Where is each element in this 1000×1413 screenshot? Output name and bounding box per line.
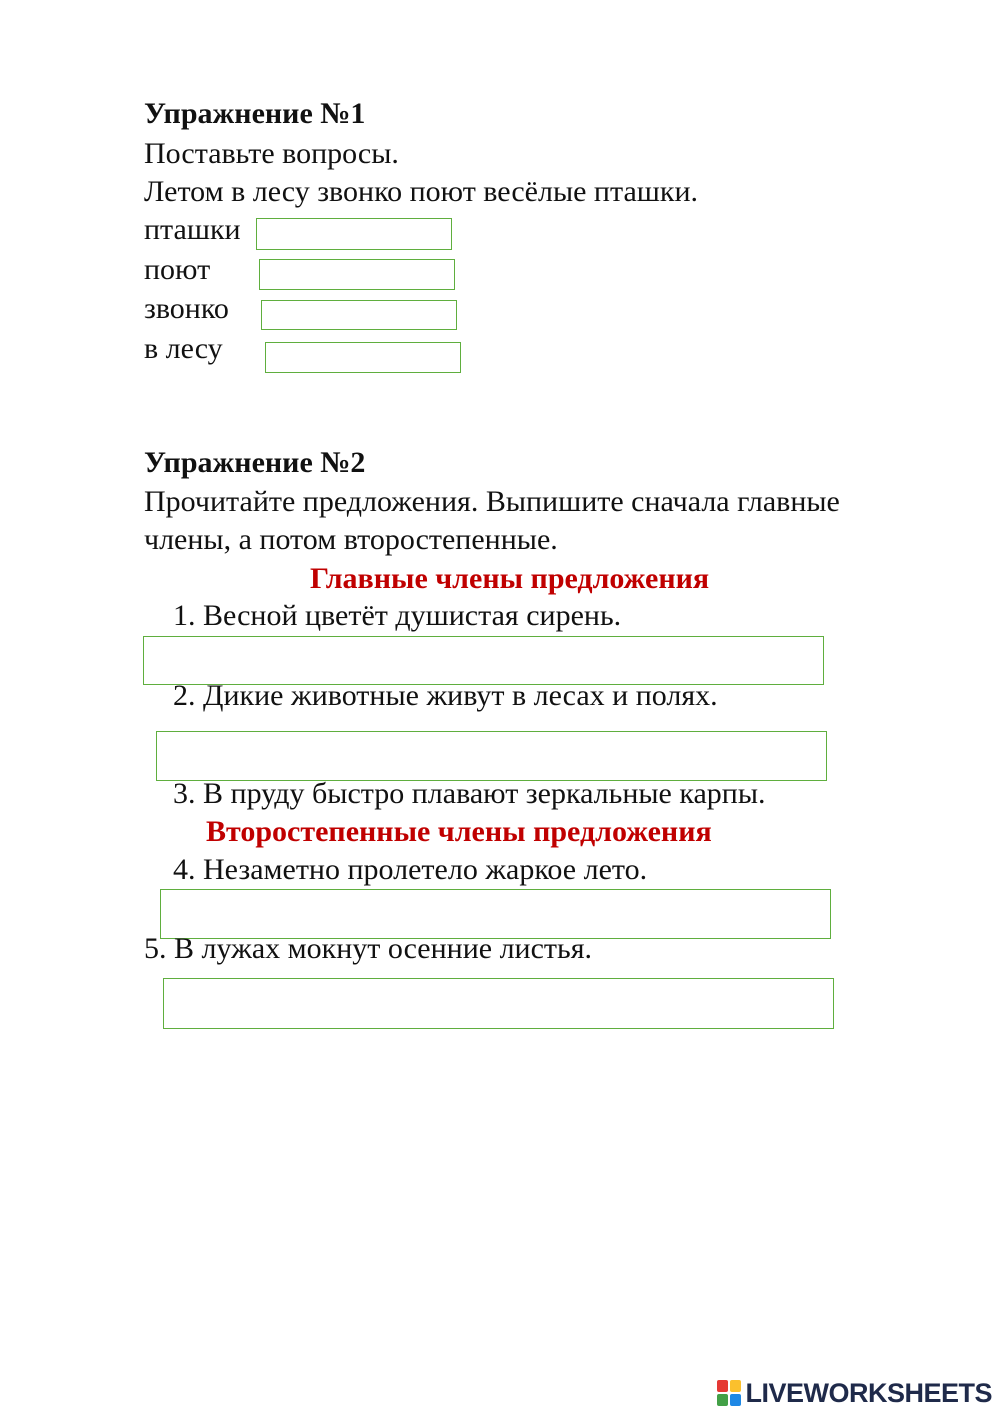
answer-input-sentence-5[interactable] (163, 978, 834, 1029)
exercise2-instruction-line2: члены, а потом второстепенные. (144, 523, 558, 556)
answer-input-poyut[interactable] (259, 259, 455, 290)
answer-input-sentence-2[interactable] (156, 731, 827, 781)
word-label-ptashki: пташки (144, 213, 241, 246)
sentence-3: 3. В пруду быстро плавают зеркальные карпы. (173, 777, 766, 810)
sentence-5: 5. В лужах мокнут осенние листья. (144, 932, 593, 965)
word-label-zvonko: звонко (144, 292, 229, 325)
heading-secondary-members: Второстепенные члены предложения (206, 815, 712, 848)
answer-input-v-lesu[interactable] (265, 342, 461, 373)
answer-input-ptashki[interactable] (256, 218, 452, 250)
sentence-1: 1. Весной цветёт душистая сирень. (173, 599, 622, 632)
exercise1-title: Упражнение №1 (144, 97, 366, 130)
word-label-v-lesu: в лесу (144, 332, 223, 365)
exercise1-instruction: Поставьте вопросы. (144, 137, 399, 170)
word-label-poyut: поют (144, 253, 211, 286)
sentence-2: 2. Дикие животные живут в лесах и полях. (173, 679, 718, 712)
exercise2-title: Упражнение №2 (144, 446, 366, 479)
heading-main-members: Главные члены предложения (310, 562, 710, 595)
answer-input-zvonko[interactable] (261, 300, 457, 330)
sentence-4: 4. Незаметно пролетело жаркое лето. (173, 853, 648, 886)
exercise2-instruction-line1: Прочитайте предложения. Выпишите сначала главные (144, 485, 840, 518)
exercise1-sentence: Летом в лесу звонко поют весёлые пташки. (144, 175, 699, 208)
liveworksheets-logo (717, 1376, 992, 1410)
liveworksheets-logo-text: LIVEWORKSHEETS (745, 1377, 992, 1408)
liveworksheets-logo-icon (717, 1380, 741, 1406)
